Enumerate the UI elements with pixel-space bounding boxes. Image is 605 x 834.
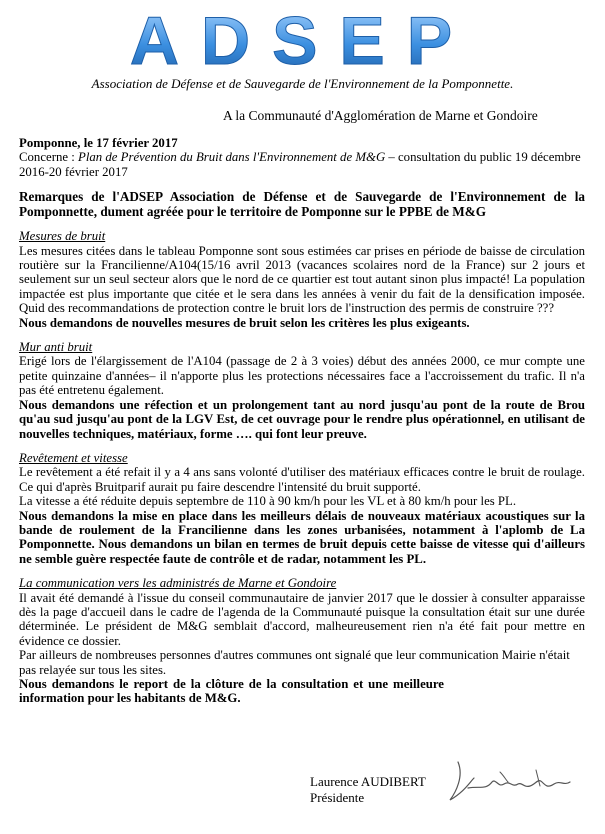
mesures-demand: Nous demandons de nouvelles mesures de bruit selon les critères les plus exigeants. bbox=[19, 315, 470, 330]
heading-mesures: Mesures de bruit bbox=[19, 229, 106, 244]
concerne-label: Concerne : bbox=[19, 150, 78, 165]
signature-block bbox=[292, 774, 426, 806]
revetement-body-2: La vitesse a été réduite depuis septembre de 110 à 90 km/h pour les VL et à 80 km/h pour les PL. bbox=[19, 494, 517, 509]
logo-text: ADSEP bbox=[129, 6, 475, 72]
handwritten-signature bbox=[440, 742, 590, 812]
mur-body: Erigé lors de l'élargissement de l'A104 (passage de 2 à 3 voies) début des années 2000, ce mur compte une petite quinzaine d'années– il n'apporte plus les protections nécessaires face a l'accroissement du trafic. Il n'a pas été entretenu également. bbox=[19, 354, 585, 398]
heading-mur: Mur anti bruit bbox=[19, 340, 93, 355]
remarks-title: Remarques de l'ADSEP Association de Défense et de Sauvegarde de l'Environnement de la Pomponnette, dument agréée pour le territoire de Pomponne sur le PPBE de M&G bbox=[19, 189, 585, 220]
recipient-line: A la Communauté d'Agglomération de Marne et Gondoire bbox=[223, 108, 538, 123]
heading-revetement: Revêtement et vitesse bbox=[19, 450, 128, 465]
revetement-body-1: Le revêtement a été refait il y a 4 ans sans volonté d'utiliser des matériaux efficaces contre le bruit de roulage. Ce qui d'après Bruitparif aurait pu faire descendre l'intensité du bruit supporté. bbox=[19, 465, 585, 494]
communication-body-1: Il avait été demandé à l'issue du conseil communautaire de janvier 2017 que le dossier à consulter apparaisse dès la page d'accueil dans le cadre de l'agenda de la Communauté puisque la consultation était sur une durée déterminée. Le président de M&G semblait d'accord, malheureusement rien n'a été fait pour mettre en évidence ce dossier. bbox=[19, 590, 585, 648]
letter-body bbox=[19, 136, 585, 706]
concerne-title: Plan de Prévention du Bruit dans l'Environnement de M&G bbox=[78, 150, 386, 165]
place-date: Pomponne, le 17 février 2017 bbox=[19, 136, 178, 150]
signatory-name: Laurence AUDIBERT bbox=[310, 774, 426, 789]
adsep-logo bbox=[0, 6, 605, 72]
concerne-line bbox=[19, 150, 585, 179]
communication-demand: Nous demandons le report de la clôture de la consultation et une meilleure information pour les habitants de M&G. bbox=[19, 677, 444, 706]
concerne-rest: – consultation du public 19 décembre 2016-20 février 2017 bbox=[19, 150, 581, 179]
heading-communication: La communication vers les administrés de Marne et Gondoire bbox=[19, 576, 337, 591]
signatory-title: Présidente bbox=[310, 790, 365, 805]
revetement-demand: Nous demandons la mise en place dans les meilleurs délais de nouveaux matériaux acoustiques sur la bande de roulement de la Francilienne dans les zones urbanisées, notamment à l'aplomb de La Pomponnette. Nous demandons un bilan en termes de bruit depuis cette baisse de vitesse qui d'ailleurs ne semble guère respectée faute de contrôle et de radar, notamment les PL. bbox=[19, 508, 585, 566]
mesures-body: Les mesures citées dans le tableau Pomponne sont sous estimées car prises en période de baisse de circulation routière sur la Francilienne/A104(15/16 avril 2013 (vacances scolaires nord de la France) sur 2 jours et seulement sur un seul secteur alors que le nord de ce quartier est tout autant sinon plus impacté! La population impactée est plus importante que citée et le sera dans les années à venir du fait de la densification imposée. Quid des recommandations de protection contre le bruit lors de l'instruction des permis de construire ??? bbox=[19, 243, 585, 316]
communication-body-2: Par ailleurs de nombreuses personnes d'autres communes ont signalé que leur communication Mairie n'était pas relayée sur tous les sites. bbox=[19, 648, 570, 677]
mur-demand: Nous demandons une réfection et un prolongement tant au nord jusqu'au pont de la route de Brou qu'au sud jusqu'au pont de la LGV Est, de cet ouvrage pour le rendre plus opérationnel, en utilisant de nouvelles techniques, matériaux, forme …. qui font leur preuve. bbox=[19, 397, 585, 441]
association-name: Association de Défense et de Sauvegarde de l'Environnement de la Pomponnette. bbox=[91, 76, 514, 91]
